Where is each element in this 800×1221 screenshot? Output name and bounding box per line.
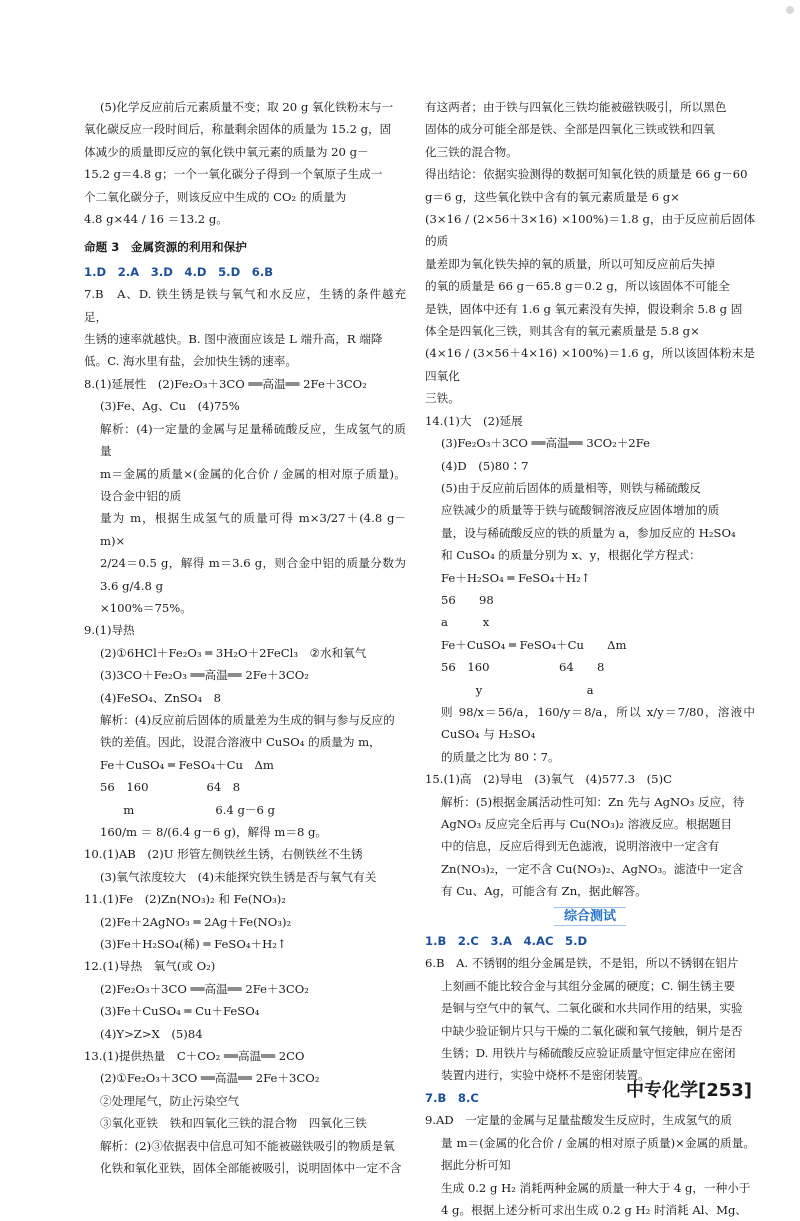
page-footer [626, 1076, 752, 1102]
z9-line: 9.AD 一定量的金属与足量盐酸发生反应时，生成氢气的质 [425, 1113, 732, 1128]
q14-line: 14.(1)大 (2)延展 [425, 413, 523, 428]
q15-line: 中的信息，反应后得到无色滤液，说明溶液中一定含有 [441, 839, 720, 854]
q10-line: (3)氧气浓度较大 (4)未能探究铁生锈是否与氧气有关 [100, 869, 377, 884]
z9-line: 4 g。根据上述分析可求出生成 0.2 g H₂ 时消耗 Al、Mg、 [441, 1202, 747, 1217]
q14-line: (4)D (5)80∶7 [441, 458, 529, 473]
text-line: 15.2 g＝4.8 g；一个一氧化碳分子得到一个氧原子生成一 [84, 167, 383, 182]
q13-line: (2)①Fe₂O₃＋3CO ══高温══ 2Fe＋3CO₂ [100, 1071, 320, 1086]
text-line: 有这两者；由于铁与四氧化三铁均能被磁铁吸引，所以黑色 [425, 100, 727, 114]
q13-line: ②处理尾气，防止污染空气 [100, 1093, 240, 1108]
q13-line: 13.(1)提供热量 C＋CO₂ ══高温══ 2CO [84, 1049, 305, 1064]
q9-line: 56 160 64 8 [100, 780, 241, 795]
page-corner-mark [786, 6, 794, 14]
q8-line: 解析：(4)一定量的金属与足量稀硫酸反应，生成氢气的质量 [100, 421, 406, 459]
q7-line: 低。C. 海水里有盐，会加快生锈的速率。 [84, 354, 297, 369]
answer-line: 1.B 2.C 3.A 4.AC 5.D [425, 934, 588, 949]
q8-line: 8.(1)延展性 (2)Fe₂O₃＋3CO ══高温══ 2Fe＋3CO₂ [84, 376, 367, 391]
q13-line: 解析：(2)③依据表中信息可知不能被磁铁吸引的物质是氧 [100, 1138, 395, 1153]
q9-line: (2)①6HCl＋Fe₂O₃ ═ 3H₂O＋2FeCl₃ ②水和氧气 [100, 645, 367, 660]
q9-line: 160/m ＝ 8/(6.4 g－6 g)，解得 m＝8 g。 [100, 825, 328, 839]
q12-line: (2)Fe₂O₃＋3CO ══高温══ 2Fe＋3CO₂ [100, 981, 309, 996]
q14-line: 量，设与稀硫酸反应的铁的质量为 a，参加反应的 H₂SO₄ [441, 525, 736, 540]
q9-line: 9.(1)导热 [84, 623, 135, 638]
q12-line: 12.(1)导热 氧气(或 O₂) [84, 959, 216, 974]
answer-line: 1.D 2.A 3.D 4.D 5.D 6.B [84, 264, 274, 279]
q13-line: 化铁和氧化亚铁，固体全部能被吸引，说明固体中一定不含 [100, 1161, 402, 1176]
q10-line: 10.(1)AB (2)U 形管左侧铁丝生锈，右侧铁丝不生锈 [84, 847, 363, 862]
q14-line: 56 98 [441, 592, 494, 607]
q8-line: m＝金属的质量×(金属的化合价 / 金属的相对原子质量)。设合金中铝的质 [100, 466, 406, 503]
q9-line: 铁的差值。因此，设混合溶液中 CuSO₄ 的质量为 m， [100, 735, 381, 750]
text-line: 氧化碳反应一段时间后，称量剩余固体的质量为 15.2 g，固 [84, 122, 392, 137]
q14-line: 的质量之比为 80∶7。 [441, 749, 560, 764]
z6-line: 是铜与空气中的氧气、二氧化碳和水共同作用的结果，实验 [441, 1001, 743, 1016]
q8-line: 量为 m，根据生成氢气的质量可得 m×3/27＋(4.8 g－m)× [100, 511, 406, 548]
q15-line: 有 Cu、Ag，可能含有 Zn，据此解答。 [441, 884, 647, 899]
q12-line: (3)Fe＋CuSO₄ ═ Cu＋FeSO₄ [100, 1004, 260, 1019]
text-line: 个二氧化碳分子，则该反应中生成的 CO₂ 的质量为 [84, 189, 347, 204]
text-line: 化三铁的混合物。 [425, 144, 518, 159]
section-heading [425, 905, 755, 928]
z6-line: 中缺少验证铜片只与干燥的二氧化碳和氧气接触，铜片是否 [441, 1023, 743, 1038]
text-line: 体减少的质量即反应的氧化铁中氧元素的质量为 20 g－ [84, 144, 369, 159]
q8-line: ×100%＝75%。 [100, 600, 192, 615]
topic-heading: 命题 3 金属资源的利用和保护 [84, 240, 247, 255]
left-column [84, 96, 406, 1180]
q9-line: m 6.4 g－6 g [100, 802, 275, 817]
q9-line: (4)FeSO₄、ZnSO₄ 8 [100, 690, 221, 705]
q14-line: Fe＋CuSO₄ ═ FeSO₄＋Cu Δm [441, 637, 627, 652]
text-line: 是铁，固体中还有 1.6 g 氧元素没有失掉，假设剩余 5.8 g 固 [425, 301, 743, 316]
q11-line: (3)Fe＋H₂SO₄(稀) ═ FeSO₄＋H₂↑ [100, 937, 287, 952]
q15-line: AgNO₃ 反应完全后再与 Cu(NO₃)₂ 溶液反应。根据题目 [441, 817, 732, 831]
z6-line: 装置内进行，实验中烧杯不是密闭装置。 [441, 1068, 650, 1083]
page-number: 中专化学[253] [625, 1080, 752, 1101]
z9-line: 生成 0.2 g H₂ 消耗两种金属的质量一种大于 4 g，一种小于 [441, 1180, 751, 1195]
q14-line: (5)由于反应前后固体的质量相等，则铁与稀硫酸反 [441, 480, 701, 495]
q11-line: 11.(1)Fe (2)Zn(NO₃)₂ 和 Fe(NO₃)₂ [84, 892, 286, 907]
text-line: (3×16 / (2×56＋3×16) ×100%)＝1.8 g，由于反应前后固体的质 [425, 212, 755, 249]
z9-line: 量 m＝(金属的化合价 / 金属的相对原子质量)×金属的质量。据此分析可知 [441, 1135, 755, 1173]
q14-line: Fe＋H₂SO₄ ═ FeSO₄＋H₂↑ [441, 570, 591, 585]
q9-line: 解析：(4)反应前后固体的质量差为生成的铜与参与反应的 [100, 712, 395, 727]
q9-line: Fe＋CuSO₄ ═ FeSO₄＋Cu Δm [100, 757, 274, 772]
q14-line: 则 98/x＝56/a，160/y＝8/a，所以 x/y＝7/80，溶液中 CuSO₄ 与 H₂SO₄ [441, 704, 755, 742]
q9-line: (3)3CO＋Fe₂O₃ ══高温══ 2Fe＋3CO₂ [100, 668, 309, 683]
q8-line: 2/24＝0.5 g，解得 m＝3.6 g，则合金中铝的质量分数为 3.6 g/4.8 g [100, 556, 406, 593]
q15-line: 解析：(5)根据金属活动性可知：Zn 先与 AgNO₃ 反应，待 [441, 794, 745, 809]
z6-line: 6.B A. 不锈钢的组分金属是铁，不是铝，所以不锈钢在铝片 [425, 956, 739, 971]
q14-line: 56 160 64 8 [441, 660, 605, 675]
section-title: 综合测试 [554, 907, 626, 926]
q7-line: 生锈的速率就越快。B. 图中液面应该是 L 端升高，R 端降 [84, 332, 383, 347]
q14-line: a x [441, 615, 490, 630]
q7-line: 7.B A、D. 铁生锈是铁与氧气和水反应，生锈的条件越充足， [84, 287, 406, 324]
q12-line: (4)Y>Z>X (5)84 [100, 1026, 203, 1041]
text-line: 得出结论：依据实验测得的数据可知氧化铁的质量是 66 g－60 [425, 167, 748, 182]
text-line: (4×16 / (3×56＋4×16) ×100%)＝1.6 g，所以该固体粉末是四氧化 [425, 346, 755, 383]
q14-line: (3)Fe₂O₃＋3CO ══高温══ 3CO₂＋2Fe [441, 436, 650, 451]
text-line: 体全是四氧化三铁，则其含有的氧元素质量是 5.8 g× [425, 324, 700, 339]
text-line: 4.8 g×44 / 16 ＝13.2 g。 [84, 212, 228, 227]
q13-line: ③氧化亚铁 铁和四氧化三铁的混合物 四氧化三铁 [100, 1116, 367, 1131]
text-line: 三铁。 [425, 391, 460, 406]
z6-line: 生锈；D. 用铁片与稀硫酸反应验证质量守恒定律应在密闭 [441, 1046, 736, 1061]
q11-line: (2)Fe＋2AgNO₃ ═ 2Ag＋Fe(NO₃)₂ [100, 914, 292, 929]
q15-line: Zn(NO₃)₂，一定不含 Cu(NO₃)₂、AgNO₃。滤渣中一定含 [441, 861, 744, 876]
text-line: 固体的成分可能全部是铁、全部是四氧化三铁或铁和四氧 [425, 122, 715, 137]
q8-line: (3)Fe、Ag、Cu (4)75% [100, 399, 240, 414]
text-line: 量差即为氧化铁失掉的氧的质量，所以可知反应前后失掉 [425, 256, 715, 271]
q14-line: 和 CuSO₄ 的质量分别为 x、y，根据化学方程式： [441, 548, 701, 563]
answer-line: 7.B 8.C [425, 1090, 479, 1105]
right-column [425, 96, 755, 1221]
q14-line: y a [441, 682, 594, 697]
q14-line: 应铁减少的质量等于铁与硫酸铜溶液反应固体增加的质 [441, 503, 720, 518]
text-line: (5)化学反应前后元素质量不变；取 20 g 氧化铁粉末与一 [100, 100, 394, 114]
text-line: 的氧的质量是 66 g－65.8 g＝0.2 g，所以该固体不可能全 [425, 279, 730, 294]
q15-line: 15.(1)高 (2)导电 (3)氧气 (4)577.3 (5)C [425, 772, 672, 787]
text-line: g＝6 g，这些氧化铁中含有的氧元素质量是 6 g× [425, 189, 680, 204]
z6-line: 上刻画不能比较合金与其组分金属的硬度；C. 铜生锈主要 [441, 978, 736, 993]
